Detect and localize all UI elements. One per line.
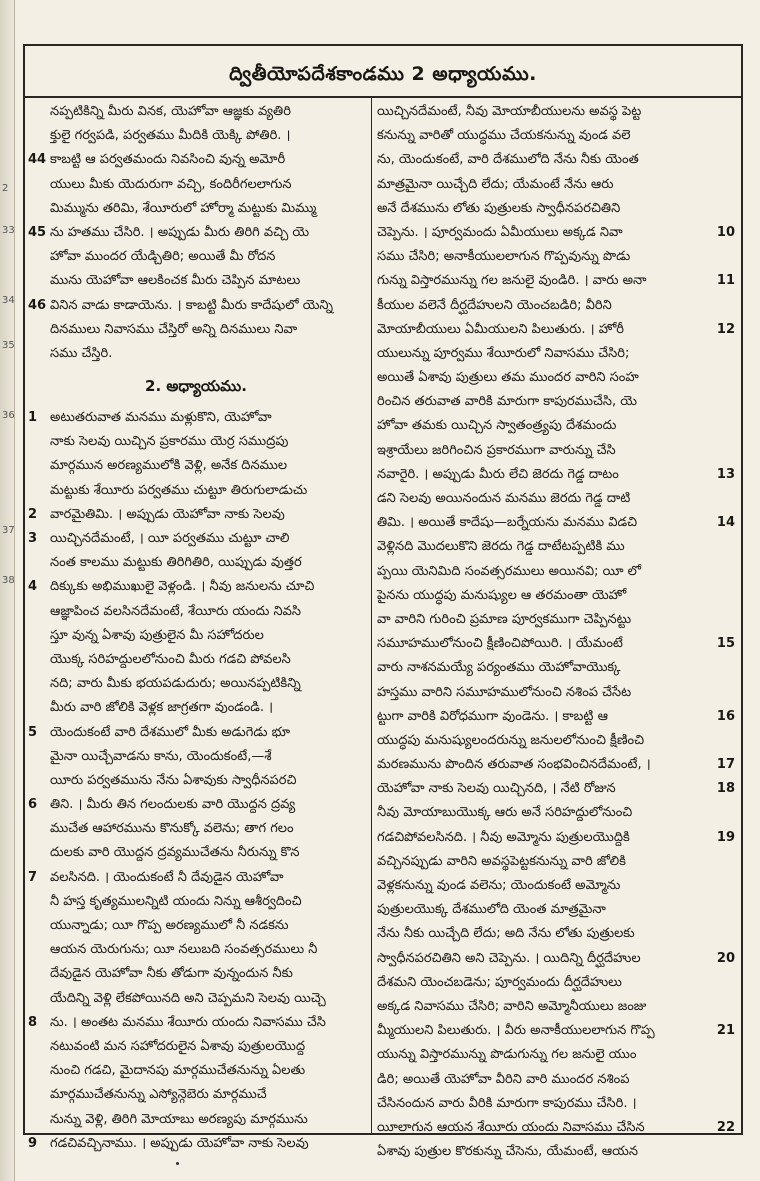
chapter-heading-text: 2. అధ్యాయము. xyxy=(145,377,247,396)
text-line xyxy=(377,173,735,197)
text-line xyxy=(377,221,735,245)
text-line xyxy=(28,1011,364,1035)
line-text: ఏశావు పుత్రుల కొరకున్ను చేసెను, యేమంటే, ఆయన xyxy=(377,1144,639,1160)
verse-number: 3 xyxy=(28,531,38,546)
text-line xyxy=(28,769,364,793)
text-line xyxy=(377,439,735,463)
text-line xyxy=(28,745,364,769)
line-text: కాబట్టి ఆ పర్వతమందు నివసించి వున్న అమోరీ xyxy=(50,152,286,168)
verse-number: 19 xyxy=(716,829,735,845)
text-line xyxy=(28,938,364,962)
line-text: దేశమని యెంచబడెను; పూర్వమందు దీర్ఘదేహులు xyxy=(377,974,622,990)
line-text: నప్పటికిన్ని మీరు వినక, యెహోవా ఆజ్ఞకు వ్యతిరి xyxy=(50,104,291,119)
verse-number: 46 xyxy=(28,297,47,313)
text-line xyxy=(28,721,364,745)
text-line xyxy=(377,197,735,221)
line-text: ఆజ్ఞాపించ వలసినదేమంటే, శేయీరు యందు నివసి xyxy=(50,603,301,619)
line-text: మార్గముచేతనున్ను ఎస్యోన్గెబెరు మార్గముచే xyxy=(50,1087,267,1103)
line-text: రించిన తరువాత వారికి మారుగా కాపురముచేసి, యె xyxy=(377,394,637,410)
verse-number: 10 xyxy=(716,224,735,240)
text-line xyxy=(377,535,735,559)
text-line xyxy=(28,551,364,575)
line-text: మీరు వారి జోలికి వెళ్లక జాగ్రతగా వుండండి. । xyxy=(50,700,274,716)
text-line xyxy=(28,648,364,672)
left-column xyxy=(28,100,364,1151)
text-line xyxy=(28,479,364,503)
text-line xyxy=(28,221,364,245)
text-line xyxy=(377,463,735,487)
text-line xyxy=(28,1132,364,1156)
line-text: సము చేసిరి; అనాకీయులలాగున గొప్పవున్ను పొడు xyxy=(377,249,631,265)
line-text: మార్గమున అరణ్యములోకి వెళ్లి, అనేక దినముల xyxy=(50,458,288,474)
verse-number: 12 xyxy=(716,321,735,337)
verse-number: 9 xyxy=(28,1135,38,1151)
line-text: డిరి; అయితే యెహోవా వీరిని వారి ముందర నశింప xyxy=(377,1071,630,1087)
text-line xyxy=(28,406,364,430)
text-line xyxy=(28,245,364,269)
line-text: ట్టుగా వారికి విరోధముగా వుండెను. । కాబట్టి ఆ xyxy=(377,708,608,724)
line-text: దిక్కుకు అభిముఖులై వెళ్లండి. । నీవు జనులను చూచి xyxy=(50,579,315,595)
column-divider xyxy=(371,96,372,1135)
text-line xyxy=(28,1108,364,1132)
text-line xyxy=(377,1068,735,1092)
text-line xyxy=(28,100,364,124)
line-text: నేను నీకు యిచ్చేది లేదు; అది నేను లోతు పుత్రులకు xyxy=(377,926,635,942)
line-text: క్తులై గర్వపడి, పర్వతము మీదికి యెక్కి పోతిరి. । xyxy=(50,128,291,144)
text-line xyxy=(377,632,735,656)
verse-number: 2 xyxy=(28,506,38,522)
line-text: మట్టుకు శేయీరు పర్వతము చుట్టూ తిరుగులాడుచు xyxy=(50,482,308,498)
text-line xyxy=(377,753,735,777)
text-line xyxy=(28,890,364,914)
text-line xyxy=(28,624,364,648)
line-text: నున్ను వెళ్లి, తిరిగి మోయాబు అరణ్యపు మార్గమును xyxy=(50,1111,308,1127)
text-line xyxy=(28,318,364,342)
text-line xyxy=(28,672,364,696)
line-text: యులు మీకు యెదురుగా వచ్చి, కందిరీగలలాగున xyxy=(50,176,292,192)
line-text: వినిన వాడు కాడాయెను. । కాబట్టి మీరు కాదేషులో యెన్ని xyxy=(50,297,333,313)
verse-number: 7 xyxy=(28,869,38,885)
line-text: యిచ్చినదేమంటే, । యీ పర్వతము చుట్టూ చాలి xyxy=(50,531,290,546)
line-text: ను హతము చేసిరి. । అప్పుడు మీరు తిరిగి వచ్చి యె xyxy=(50,224,310,240)
line-text: హోవా తమకు యిచ్చిన స్వాతంత్ర్యపు దేశమందు xyxy=(377,418,617,434)
line-text: యెందుకంటే వారి దేశములో మీకు అడుగెడు భూ xyxy=(50,724,291,740)
verse-number: 8 xyxy=(28,1014,38,1030)
line-text: దేవుడైన యెహోవా నీకు తోడుగా వున్నందున నీకు xyxy=(50,966,293,982)
line-text: యున్నాడు; యీ గొప్ప అరణ్యములో నీ నడకను xyxy=(50,918,289,933)
line-text: యీరు పర్వతమును నేను ఏశావుకు స్వాధీనపరచి xyxy=(50,772,297,788)
text-line xyxy=(377,801,735,825)
text-line xyxy=(28,1059,364,1083)
margin-number: 36 xyxy=(2,410,15,421)
line-text: స్తూ వున్న ఏశావు పుత్రులైన మీ సహోదరుల xyxy=(50,627,264,643)
line-text: గడచివచ్చినాము. । అప్పుడు యెహోవా నాకు సెలవు xyxy=(50,1135,309,1151)
verse-number: 13 xyxy=(716,466,735,482)
line-text: నవారైరి. । అప్పుడు మీరు లేచి జెరదు గెడ్డ దాటం xyxy=(377,466,619,482)
line-text: హస్తము వారిని సమూహములోనుంచి నశింప చేసేట xyxy=(377,684,632,700)
text-line xyxy=(377,1140,735,1164)
line-text: మరణమును పొందిన తరువాత సంభవించినదేమంటే, । xyxy=(377,757,651,773)
text-line xyxy=(28,987,364,1011)
line-text: యిచ్చినదేమంటే, నీవు మోయాబీయులను అవస్థ పెట్ట xyxy=(377,104,642,119)
line-text: తిని. । మీరు తిన గలందులకు వారి యొద్దన ద్రవ్య xyxy=(50,797,296,813)
line-text: యేదిన్ని వెళ్లి లేకపోయినది అని చెప్పమని సెలవు యిచ్చె xyxy=(50,990,326,1006)
text-line xyxy=(28,914,364,938)
line-text: మాత్రమైనా యిచ్చేది లేదు; యేమంటే నేను ఆరు xyxy=(377,176,614,192)
line-text: పుత్రులయొక్క దేశములోది యెంత మాత్రమైనా xyxy=(377,902,606,918)
line-text: మును యెహోవా ఆలకించక మీరు చెప్పిన మాటలు xyxy=(50,273,301,289)
verse-number: 4 xyxy=(28,579,38,595)
text-line xyxy=(28,817,364,841)
line-text: స్వాధీనపరచితిని అని చెప్పెను. । యిదిన్ని దీర్ఘదేహుల xyxy=(377,950,641,966)
verse-number: 1 xyxy=(28,410,38,426)
text-line xyxy=(28,503,364,527)
line-text: నంత కాలము మట్టుకు తిరిగితిరి, యిప్పుడు వుత్తర xyxy=(50,555,302,571)
line-text: యొక్క సరిహద్దులలోనుంచి మీరు గడచి పోవలసి xyxy=(50,651,291,667)
text-line xyxy=(377,100,735,124)
line-text: అక్కడ నివాసము చేసిరి; వారిని అమ్మోనీయులు జంజు xyxy=(377,998,647,1014)
line-text: సమూహములోనుంచి క్షీణించిపోయిరి. । యేమంటే xyxy=(377,636,623,652)
line-text: ను. । అంతట మనము శేయీరు యందు నివాసము చేసి xyxy=(50,1014,326,1030)
verse-number: 20 xyxy=(716,950,735,966)
text-line xyxy=(377,656,735,680)
text-line xyxy=(377,971,735,995)
verse-number: 14 xyxy=(716,515,735,531)
margin-number: 33 xyxy=(2,225,15,236)
line-text: ను, యెందుకంటే, వారి దేశములోది నేను నీకు యెంత xyxy=(377,152,639,168)
margin-number: 38 xyxy=(2,575,15,586)
line-text: హోవా ముందర యేడ్చితిరి; అయితే మీ రోదన xyxy=(50,249,276,265)
line-text: వారమైతిమి. । అప్పుడు యెహోవా నాకు సెలవు xyxy=(50,506,285,522)
text-line xyxy=(28,294,364,318)
text-line xyxy=(28,269,364,293)
text-line xyxy=(377,898,735,922)
text-line xyxy=(377,414,735,438)
text-line xyxy=(28,148,364,172)
text-line xyxy=(28,793,364,817)
text-line xyxy=(377,1043,735,1067)
line-text: కనున్ను వారితో యుద్ధము చేయకనున్ను వుండ వలె xyxy=(377,128,631,144)
line-text: సము చేస్తిరి. xyxy=(50,345,113,361)
text-line xyxy=(377,487,735,511)
line-text: యున్ను విస్తారమున్ను పొడుగున్ను గల జనులై యుం xyxy=(377,1047,637,1063)
book-binding-edge xyxy=(0,0,15,1181)
text-line xyxy=(28,454,364,478)
line-text: నుంచి గడచి, మైదానపు మార్గముచేతనున్ను ఏలతు xyxy=(50,1063,306,1079)
text-line xyxy=(377,511,735,535)
line-text: అటుతరువాత మనము మళ్లుకొని, యెహోవా xyxy=(50,410,272,426)
line-text: మైనా యిచ్చేవాడను కాను, యెందుకంటే,—శే xyxy=(50,748,272,764)
text-line xyxy=(377,681,735,705)
line-text: నీ హస్త కృత్యములన్నిటి యందు నిన్ను ఆశీర్వదించి xyxy=(50,893,302,909)
verse-number: 44 xyxy=(28,152,47,168)
text-line xyxy=(377,608,735,632)
text-line xyxy=(28,430,364,454)
text-line xyxy=(28,527,364,551)
line-text: మోయాబీయులు ఏమీయులని పిలుతురు. । హోరీ xyxy=(377,321,625,337)
text-line xyxy=(377,850,735,874)
text-line xyxy=(377,342,735,366)
text-line xyxy=(377,947,735,971)
text-line xyxy=(28,841,364,865)
text-line xyxy=(28,342,364,366)
verse-number: 11 xyxy=(716,273,735,289)
text-line xyxy=(377,269,735,293)
text-line xyxy=(377,366,735,390)
text-line xyxy=(28,696,364,720)
line-text: గడచిపోవలసినది. । నీవు అమ్మోను పుత్రులయొద్దికి xyxy=(377,829,630,845)
text-line xyxy=(28,197,364,221)
text-line xyxy=(377,584,735,608)
line-text: యీలాగున ఆయన శేయీరు యందు నివాసము చేసిన xyxy=(377,1119,645,1135)
line-text: యెహోవా నాకు సెలవు యిచ్చినది, । నేటి రోజున xyxy=(377,781,616,797)
line-text: ఇశ్రాయేలు జరిగించిన ప్రకారముగా వారున్ను చేసి xyxy=(377,442,616,458)
verse-number: 6 xyxy=(28,797,38,813)
text-line xyxy=(377,729,735,753)
margin-number: 2 xyxy=(2,183,9,194)
line-text: నటువంటి మన సహోదరులైన ఏశావు పుత్రులయొద్ద xyxy=(50,1038,306,1054)
text-line xyxy=(377,318,735,342)
text-line xyxy=(377,390,735,414)
text-line xyxy=(377,245,735,269)
margin-number: 35 xyxy=(2,340,15,351)
text-line xyxy=(377,1092,735,1116)
line-text: వెళ్లకనున్ను వుండ వలెను; యెందుకంటే అమ్మోను xyxy=(377,878,621,893)
text-line xyxy=(377,705,735,729)
text-line xyxy=(377,922,735,946)
verse-number: 18 xyxy=(716,781,735,797)
line-text: ముచేత ఆహారమును కొనుక్కో వలెను; తాగ గలం xyxy=(50,821,294,837)
text-line xyxy=(377,1019,735,1043)
line-text: వారు నాశనమయ్యే పర్యంతము యెహోవాయొక్క xyxy=(377,660,621,676)
line-text: చెప్పెను. । పూర్వమందు ఏమీయులు అక్కడ నివా xyxy=(377,224,623,240)
line-text: దులకు వారి యొద్దన ద్రవ్యముచేతను నీరున్ను కొన xyxy=(50,845,300,861)
line-text: అనే దేశమును లోతు పుత్రులకు స్వాధీనపరచితిని xyxy=(377,200,621,216)
text-line xyxy=(377,124,735,148)
verse-number: 16 xyxy=(716,708,735,724)
text-line xyxy=(377,826,735,850)
line-text: డని సెలవు అయినందున మనము జెరదు గెడ్డ దాటి xyxy=(377,491,631,506)
text-line xyxy=(377,294,735,318)
line-text: ఆయన యెరుగును; యీ నలుబది సంవత్సరములు నీ xyxy=(50,942,318,958)
margin-number: 37 xyxy=(2,525,15,536)
line-text: పైనను యుద్ధపు మనుష్యుల ఆ తరమంతా యెహో xyxy=(377,587,627,603)
line-text: కీయుల వలెనే దీర్ఘదేహులని యెంచబడిరి; వీరిని xyxy=(377,297,612,313)
verse-number: 22 xyxy=(716,1119,735,1135)
text-line xyxy=(377,874,735,898)
verse-number: 45 xyxy=(28,224,47,240)
chapter-heading xyxy=(28,366,364,406)
text-line xyxy=(28,866,364,890)
line-text: దినములు నివాసము చేస్తిరో అన్ని దినములు నివా xyxy=(50,321,298,337)
line-text: చేసినందున వారు వీరికి మారుగా కాపురము చేసిరి. । xyxy=(377,1095,637,1111)
line-text: వెళ్లినది మొదలుకొని జెరదు గెడ్డ దాటేటప్పటికి ము xyxy=(377,539,625,555)
text-line xyxy=(28,1083,364,1107)
text-line xyxy=(28,173,364,197)
page-title: ద్వితీయోపదేశకాండము 2 అధ్యాయము. xyxy=(229,63,537,85)
text-line xyxy=(28,962,364,986)
verse-number: 21 xyxy=(716,1023,735,1039)
line-text: వలసినది. । యెందుకంటే నీ దేవుడైన యెహోవా xyxy=(50,869,284,885)
line-text: ప్పయి యెనిమిది సంవత్సరములు అయినవి; యీ లో xyxy=(377,563,641,579)
header-rule xyxy=(23,96,743,98)
text-line xyxy=(28,575,364,599)
margin-number: 34 xyxy=(2,295,15,306)
verse-number: 5 xyxy=(28,724,38,740)
text-line xyxy=(28,124,364,148)
line-text: గున్ను విస్తారమున్ను గల జనులై వుండిరి. । వారు అనా xyxy=(377,273,647,289)
line-text: తిమి. । అయితే కాదేషు—బర్నేయను మనము విడచి xyxy=(377,515,638,531)
line-text: యుద్ధపు మనుష్యులందరున్ను జనులలోనుంచి క్షీణించి xyxy=(377,732,645,748)
page-mark xyxy=(176,1162,179,1165)
line-text: నది; వారు మీకు భయపడుదురు; అయినప్పటికిన్ని xyxy=(50,676,301,692)
text-line xyxy=(377,1116,735,1140)
line-text: నీవు మోయాబుయొక్క ఆరు అనే సరిహద్దులోనుంచి xyxy=(377,805,633,821)
right-column xyxy=(377,100,735,1160)
line-text: యులున్ను పూర్వము శేయీరులో నివాసము చేసిరి; xyxy=(377,345,630,361)
text-line xyxy=(377,560,735,584)
text-line xyxy=(28,1035,364,1059)
line-text: అయితే ఏశావు పుత్రులు తమ ముందర వారిని సంహ xyxy=(377,370,639,386)
text-line xyxy=(377,995,735,1019)
text-line xyxy=(28,600,364,624)
line-text: నాకు సెలవు యిచ్చిన ప్రకారము యెర్ర సముద్రపు xyxy=(50,434,289,450)
text-line xyxy=(377,148,735,172)
line-text: మ్మీయులని పిలుతురు. । వీరు అనాకీయులలాగున గొప్ప xyxy=(377,1023,655,1039)
verse-number: 17 xyxy=(716,757,735,773)
verse-number: 15 xyxy=(716,636,735,652)
line-text: వా వారిని గురించి ప్రమాణ పూర్వకముగా చెప్పినట్టు xyxy=(377,611,632,627)
line-text: మిమ్మును తరిమి, శేయీరులో హోర్మా మట్టుకు మిమ్ము xyxy=(50,200,317,216)
text-line xyxy=(377,777,735,801)
line-text: వచ్చినప్పుడు వారిని అవస్థపెట్టకనున్ను వారి జోలికి xyxy=(377,853,626,869)
